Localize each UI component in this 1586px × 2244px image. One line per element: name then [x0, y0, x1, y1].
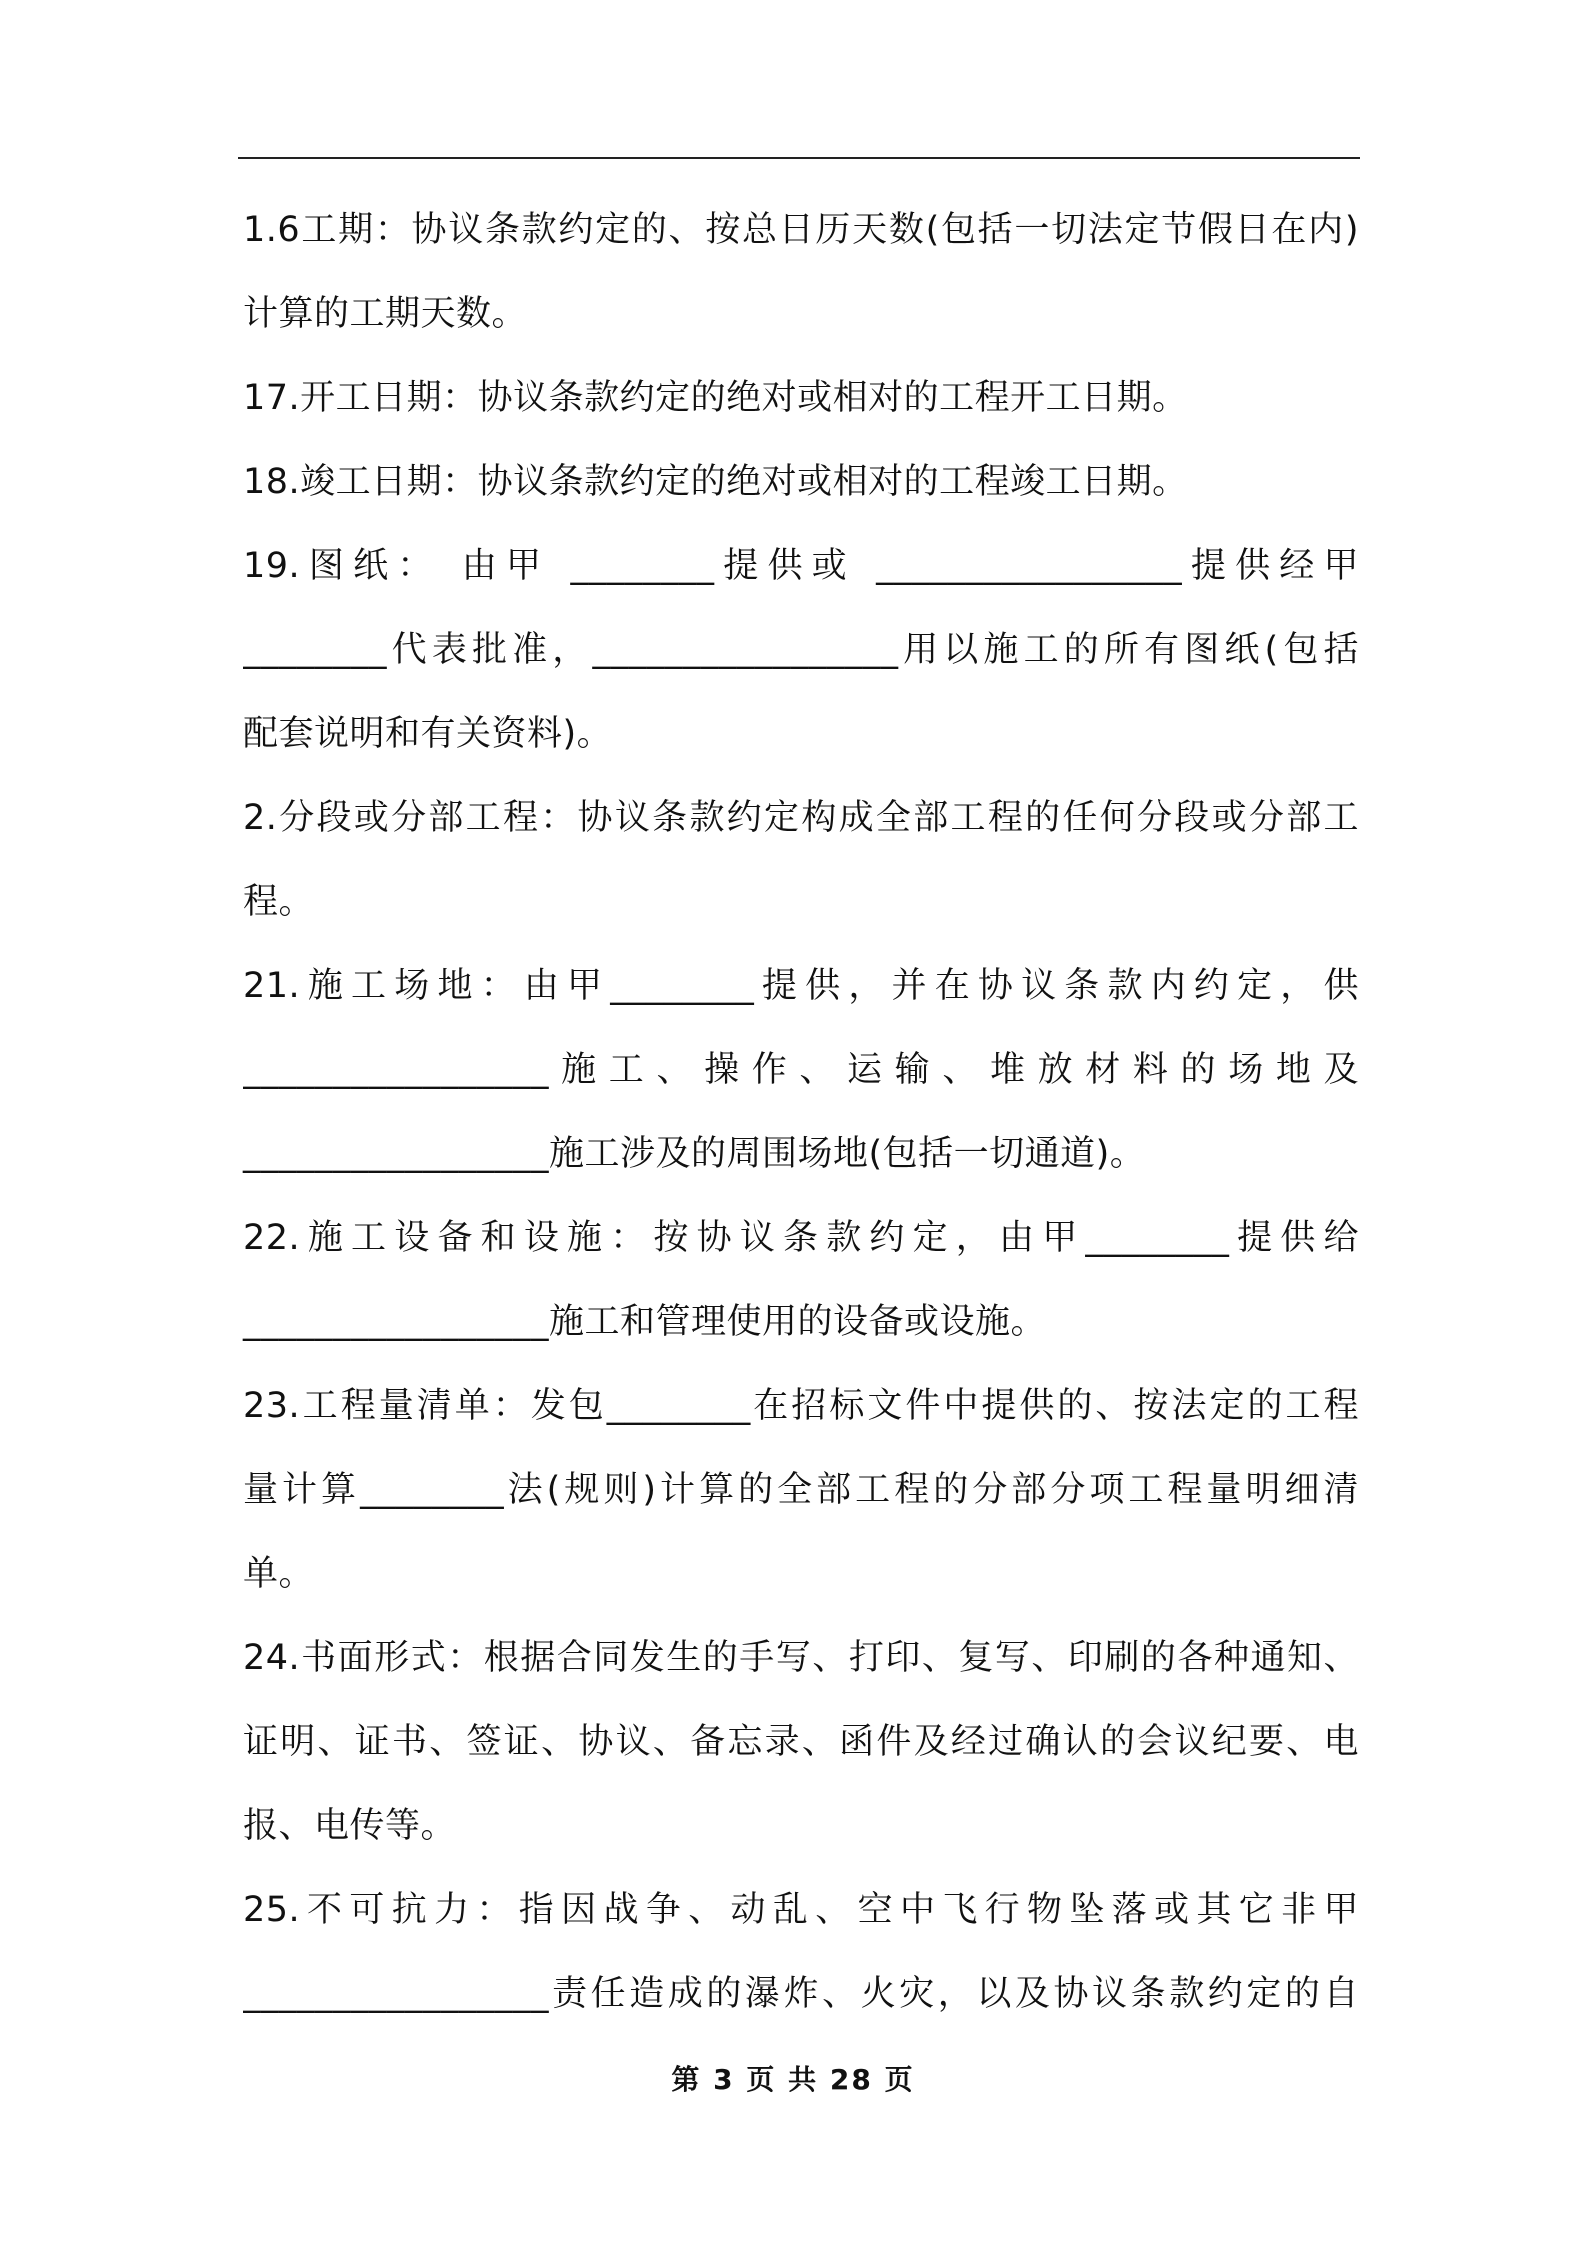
page-footer: 第 3 页 共 28 页: [671, 2063, 915, 2096]
text-line: 24.书面形式：根据合同发生的手写、打印、复写、印刷的各种通知、: [243, 1638, 1359, 1678]
text-line: 18.竣工日期：协议条款约定的绝对或相对的工程竣工日期。: [243, 462, 1188, 502]
text-line: 计算的工期天数。: [243, 294, 528, 334]
text-line: _________________施工、操作、运输、堆放材料的场地及: [243, 1050, 1359, 1090]
text-line: 配套说明和有关资料)。: [243, 714, 613, 754]
text-line: 程。: [243, 882, 315, 922]
text-line: ________代表批准，_________________用以施工的所有图纸(包括: [243, 630, 1359, 670]
header-rule: [238, 157, 1360, 159]
text-line: 报、电传等。: [243, 1806, 457, 1846]
text-line: 22.施工设备和设施：按协议条款约定，由甲________提供给: [243, 1218, 1359, 1258]
text-line: 2.分段或分部工程：协议条款约定构成全部工程的任何分段或分部工: [243, 798, 1359, 838]
text-line: _________________施工和管理使用的设备或设施。: [243, 1302, 1047, 1342]
text-line: 23.工程量清单：发包________在招标文件中提供的、按法定的工程: [243, 1386, 1359, 1426]
document-body: [243, 188, 1359, 2036]
text-line: 单。: [243, 1554, 315, 1594]
text-line: 17.开工日期：协议条款约定的绝对或相对的工程开工日期。: [243, 378, 1188, 418]
text-line: _________________责任造成的瀑炸、火灾，以及协议条款约定的自: [243, 1974, 1359, 2014]
text-line: 21.施工场地：由甲________提供，并在协议条款内约定，供: [243, 966, 1359, 1006]
text-line: 25.不可抗力：指因战争、动乱、空中飞行物坠落或其它非甲: [243, 1890, 1359, 1930]
text-line: 19.图纸： 由甲 ________提供或 _________________提供经甲: [243, 546, 1359, 586]
text-line: 1.6工期：协议条款约定的、按总日历天数(包括一切法定节假日在内): [243, 210, 1359, 250]
text-line: 证明、证书、签证、协议、备忘录、函件及经过确认的会议纪要、电: [243, 1722, 1359, 1762]
text-line: _________________施工涉及的周围场地(包括一切通道)。: [243, 1134, 1146, 1174]
text-line: 量计算________法(规则)计算的全部工程的分部分项工程量明细清: [243, 1470, 1359, 1510]
